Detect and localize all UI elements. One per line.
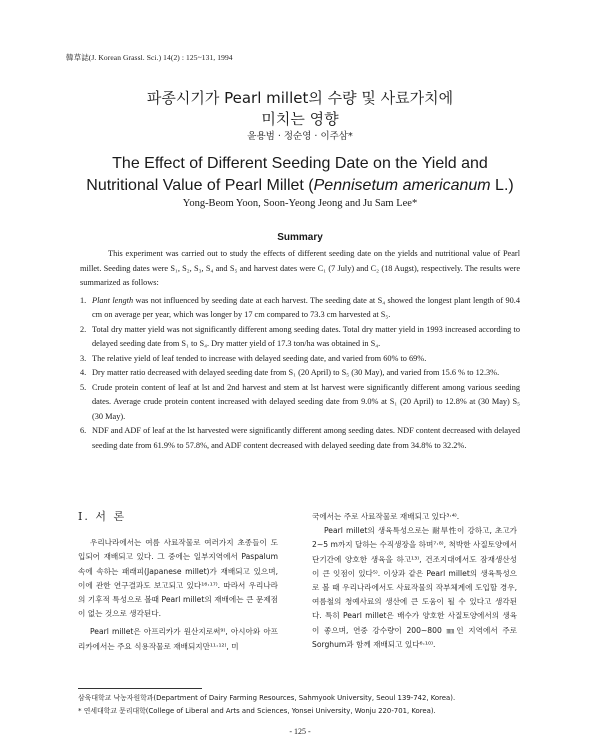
summary-item <box>80 294 520 323</box>
english-title-line2 <box>70 175 530 197</box>
summary-item-text: Dry matter ratio decreased with delayed seeding date from S₁ (20 April) to S₅ (30 May), and varied from 15.6 % to 12.3%. <box>92 368 500 377</box>
summary-item <box>80 381 520 425</box>
summary-item-number: 5. <box>80 382 87 392</box>
footnote-affiliation-2-text: 연세대학교 문리대학(College of Liberal and Arts and Sciences, Yonsei University, Wonju 220-701, Korea). <box>81 707 436 715</box>
korean-authors: 윤용범 · 정순영 · 이주삼* <box>247 131 353 142</box>
section-heading-introduction: Ⅰ. 서 론 <box>78 510 127 523</box>
korean-title-line2: 미치는 영향 <box>261 110 339 128</box>
intro-paragraph-2-continued: 국에서는 주로 사료작물로 재배되고 있다³·⁴⁾. <box>312 512 460 521</box>
summary-item <box>80 366 520 381</box>
english-title-line2-end: L.) <box>490 177 514 194</box>
footnote-divider <box>78 688 202 689</box>
summary-item-number: 6. <box>80 426 87 435</box>
english-title-line2-start: Nutritional Value of Pearl Millet ( <box>86 177 314 194</box>
summary-item-italic: Plant length <box>92 295 134 305</box>
summary-body <box>80 247 520 453</box>
right-column <box>312 510 517 652</box>
journal-reference: 韓草誌(J. Korean Grassl. Sci.) 14(2) : 125~131, 1994 <box>66 53 233 62</box>
footnote-mark: * <box>78 707 82 715</box>
footnote-affiliation-1: 삼육대학교 낙농자원학과(Department of Dairy Farming Resources, Sahmyook University, Seoul 139-742, Korea). <box>78 694 456 702</box>
korean-title-line1: 파종시기가 Pearl millet의 수량 및 사료가치에 <box>146 89 454 107</box>
summary-heading: Summary <box>277 232 323 243</box>
intro-paragraph-3: Pearl millet의 생육특성으로는 耐旱性이 강하고, 초고가 2~5 m까지 달하는 수직생장을 하며⁷·⁸⁾, 척박한 사질토양에서 단기간에 양호한 생육을 하고¹³⁾, 건조지대에서도 잠재생산성이 큰 잇점이 있다⁵⁾. 이상과 같은 Pearl millet의 생육특성으로 볼 때 우리나라에서도 사료작물의 작부체계에 도입할 경우, 여름철의 청예사료의 생산에 큰 도움이 될 수 있다고 생각된다. 특히 Pearl millet은 배수가 양호한 사질토양에서의 생육이 좋으며, 연중 강수량이 200~800 ㎜인 지역에서 주로 Sorghum과 함께 재배되고 있다⁶·¹⁰⁾. <box>312 526 517 649</box>
summary-item-number: 2. <box>80 324 87 334</box>
page-number: - 125 - <box>289 727 311 736</box>
summary-item-text: was not influenced by seeding date at each harvest. The seeding date at S₄ showed the longest plant length of 90.4 cm on average per year, which was longer by 17 cm compared to 73.3 cm harvested at S₅. <box>92 295 520 319</box>
footnotes <box>78 692 518 718</box>
left-column <box>78 510 278 654</box>
korean-title <box>100 88 500 130</box>
summary-intro: This experiment was carried out to study the effects of different seeding date on the yields and nutritional value of Pearl millet. Seeding dates were S₁, S₂, S₃, S₄ and S₅ and harvest dates were C₁ (7 July) and C₂ (18 Augst), respectively. The results were summarized as follows: <box>80 249 520 287</box>
english-title-line1: The Effect of Different Seeding Date on the Yield and <box>112 155 488 172</box>
summary-item-number: 1. <box>80 295 87 305</box>
english-title <box>70 153 530 197</box>
scientific-name: Pennisetum americanum <box>313 177 491 194</box>
summary-item-text: NDF and ADF of leaf at the lst harvested were significantly different among seeding dates. NDF content decreased with delayed seeding date from 61.9% to 57.8%, and ADF content decreased with delayed seeding date from 34.8% to 32.2%. <box>92 426 520 450</box>
summary-item-text: The relative yield of leaf tended to increase with delayed seeding date, and varied from 60% to 69%. <box>92 353 427 363</box>
summary-item-text: Crude protein content of leaf at lst and 2nd harvest and stem at lst harvest were significantly different among various seeding dates. Average crude protein content increased with delayed seeding date from 9.0% at S₁ (20 April) to 12.8% at (30 May) S₅ (30 May). <box>92 382 520 421</box>
footnote-affiliation-2 <box>78 705 518 718</box>
intro-paragraph-2: Pearl millet은 아프리카가 원산지로써⁹⁾, 아시아와 아프리카에서는 주요 식용작물로 재배되지만¹¹·¹²⁾, 미 <box>78 627 278 651</box>
summary-item-number: 4. <box>80 368 87 377</box>
summary-list <box>80 294 520 454</box>
summary-item <box>80 352 520 367</box>
intro-paragraph-1: 우리나라에서는 여름 사료작물로 여러가지 초종들이 도입되어 재배되고 있다. 그 중에는 일부지역에서 Paspalum속에 속하는 패래피(Japanese millet)가 재배되고 있으며, 이에 관한 연구결과도 보고되고 있다¹⁶·¹⁷⁾. 따라서 우리나라의 기후적 특성으로 볼때 Pearl millet의 재배에는 큰 문제점이 없는 것으로 생각된다. <box>78 538 278 619</box>
english-authors: Yong-Beom Yoon, Soon-Yeong Jeong and Ju Sam Lee* <box>182 198 418 209</box>
summary-item <box>80 424 520 453</box>
summary-item-number: 3. <box>80 353 87 363</box>
summary-item-text: Total dry matter yield was not significantly different among seeding dates. Total dry matter yield in 1993 increased according to delayed seeding date from S₁ to S₄. Dry matter yield of 17.3 ton/ha was obtained in S₄. <box>92 324 520 348</box>
summary-item <box>80 323 520 352</box>
